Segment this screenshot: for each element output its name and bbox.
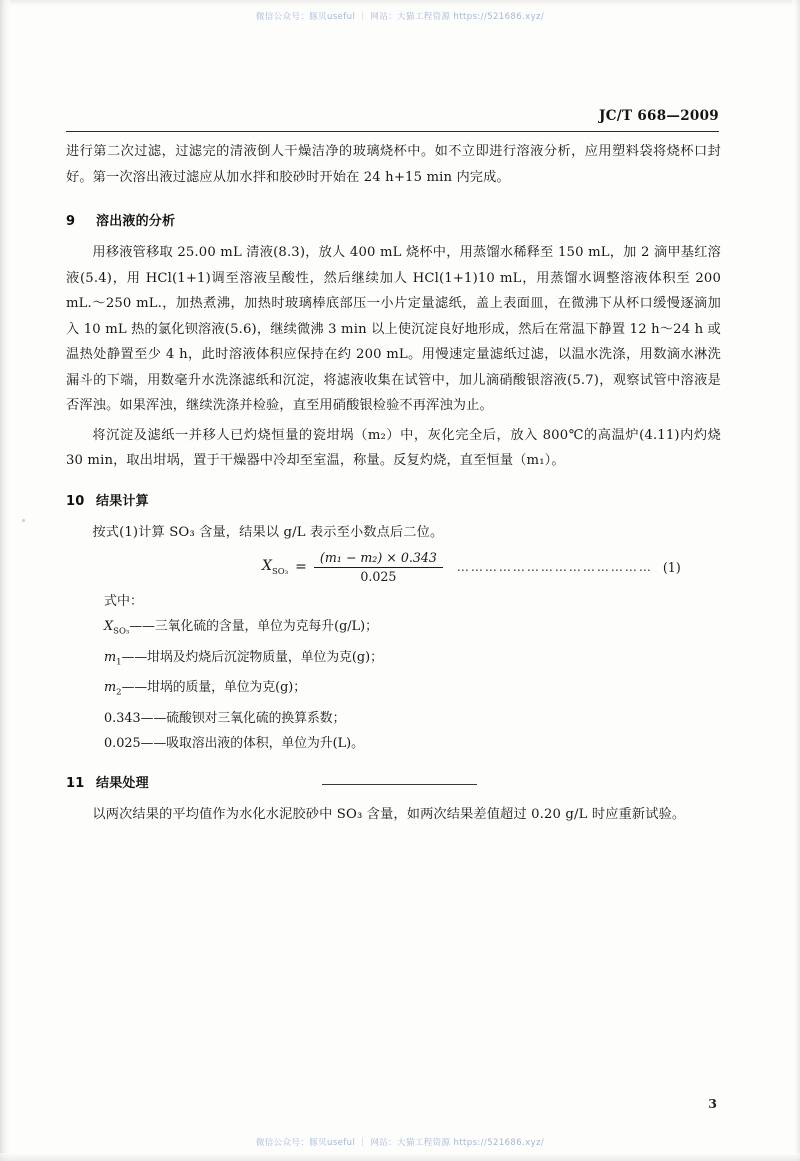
- scan-edge-bottom: [0, 1153, 800, 1161]
- definition-dash: ——: [140, 710, 167, 726]
- watermark-bottom: 微信公众号：豚贝useful ｜ 网站：大猫工程资源 https://521686.xyz/: [255, 1138, 545, 1148]
- definition-dash: ——: [140, 735, 167, 751]
- watermark-top: 微信公众号：豚贝useful ｜ 网站：大猫工程资源 https://521686.xyz/: [255, 12, 545, 22]
- section-9-paragraph-1: 用移液管移取 25.00 mL 清液(8.3)，放人 400 mL 烧杯中，用蒸馏水稀释至 150 mL，加 2 滴甲基红溶液(5.4)，用 HCl(1+1)调至溶液呈酸性，然后继续加人 HCl(1+1)10 mL，用蒸馏水调整溶液体积至 200 mL.～250 mL.，加热煮沸，加热时玻璃棒底部压一小片定量滤纸，盖上表面皿，在微沸下从杯口缓慢逐滴加入 10 mL 热的氯化钡溶液(5.6)，继续微沸 3 min 以上使沉淀良好地形成，然后在常温下静置 12 h～24 h 或温热处静置至少 4 h，此时溶液体积应保持在约 200 mL。用慢速定量滤纸过滤，以温水洗涤，用数滴水淋洗漏斗的下端，用数毫升水洗涤滤纸和沉淀，将滤液收集在试管中，加儿滴硝酸银溶液(5.7)，观察试管中溶液是否浑浊。如果浑浊，继续洗涤并检验，直至用硝酸银检验不再浑浊为止。: [66, 245, 721, 413]
- footer-divider: [322, 784, 477, 785]
- section-title-10: 结果计算: [96, 493, 149, 509]
- formula-number: (1): [662, 559, 681, 575]
- section-10-paragraph-1: 按式(1)计算 SO₃ 含量，结果以 g/L 表示至小数点后二位。: [92, 524, 444, 540]
- formula-variable: $X_{SO_3}$: [262, 557, 289, 577]
- section-11-paragraph-1: 以两次结果的平均值作为水化水泥胶砂中 SO₃ 含量，如两次结果差值超过 0.20 g/L 时应重新试验。: [92, 806, 686, 822]
- formula-variable-subscript: SO₃: [271, 566, 289, 577]
- formula-numerator: (m₁ − m₂) × 0.343: [319, 549, 437, 565]
- scan-edge-right: [792, 0, 800, 1161]
- definition-item: [66, 645, 721, 676]
- formula-equals: =: [295, 559, 307, 575]
- definition-symbol: 0.025: [104, 735, 141, 751]
- formula-leader-dots: ……………………………………: [456, 560, 653, 574]
- intro-paragraph: 进行第二次过滤，过滤完的清液倒人干燥洁净的玻璃烧杯中。如不立即进行溶液分析，应用塑料袋将烧杯口封好。第一次溶出液过滤应从加水拌和胶砂时开始在 24 h+15 min 内完成。: [66, 144, 721, 185]
- definition-text: 三氧化硫的含量，单位为克每升(g/L)；: [154, 619, 378, 634]
- definition-dash: ——: [129, 619, 155, 634]
- scan-edge-left: [0, 0, 10, 1161]
- definition-symbol: $X_{SO_3}$: [104, 619, 130, 637]
- section-heading-10: [66, 490, 721, 509]
- section-title-11: 结果处理: [96, 775, 149, 791]
- section-heading-9: [66, 210, 721, 229]
- section-heading-11: [66, 772, 721, 791]
- header-rule: [66, 131, 719, 132]
- section-number-10: 10: [66, 493, 85, 509]
- definition-dash: ——: [121, 649, 148, 665]
- definition-text: 坩埚及灼烧后沉淀物质量，单位为克(g)；: [147, 649, 383, 665]
- formula-block: [66, 545, 721, 589]
- scan-speck: [22, 519, 25, 522]
- section-title-9: 溶出液的分析: [96, 214, 176, 229]
- page-number: 3: [708, 1096, 717, 1111]
- definitions-lead-in: 式中：: [104, 594, 144, 609]
- definition-symbol: 0.343: [104, 710, 141, 726]
- scan-edge-top: [0, 0, 800, 6]
- section-number-11: 11: [66, 775, 85, 791]
- section-number-9: 9: [66, 214, 76, 229]
- formula-denominator: 0.025: [360, 568, 397, 584]
- definition-text: 吸取溶出液的体积，单位为升(L)。: [166, 735, 364, 751]
- definition-item: [66, 706, 721, 731]
- definition-symbol: $m_1$: [104, 649, 122, 668]
- standard-number-header: JC/T 668—2009: [599, 108, 719, 124]
- definition-list: [66, 614, 721, 756]
- definition-text: 坩埚的质量，单位为克(g)；: [147, 680, 307, 696]
- section-9-paragraph-2: 将沉淀及滤纸一并移人已灼烧恒量的瓷坩埚（m₂）中，灰化完全后，放入 800℃的高温炉(4.11)内灼烧 30 min，取出坩埚，置于干燥器中冷却至室温，称量。反复灼烧，直至恒量（m₁）。: [66, 427, 721, 468]
- definition-text: 硫酸钡对三氧化硫的换算系数；: [166, 710, 346, 726]
- definition-item: [66, 614, 721, 645]
- definition-item: [66, 675, 721, 706]
- definition-item: [66, 731, 721, 756]
- document-content: [66, 139, 721, 827]
- definition-dash: ——: [121, 680, 148, 696]
- definition-symbol: $m_2$: [104, 680, 122, 698]
- formula-fraction: [314, 550, 443, 584]
